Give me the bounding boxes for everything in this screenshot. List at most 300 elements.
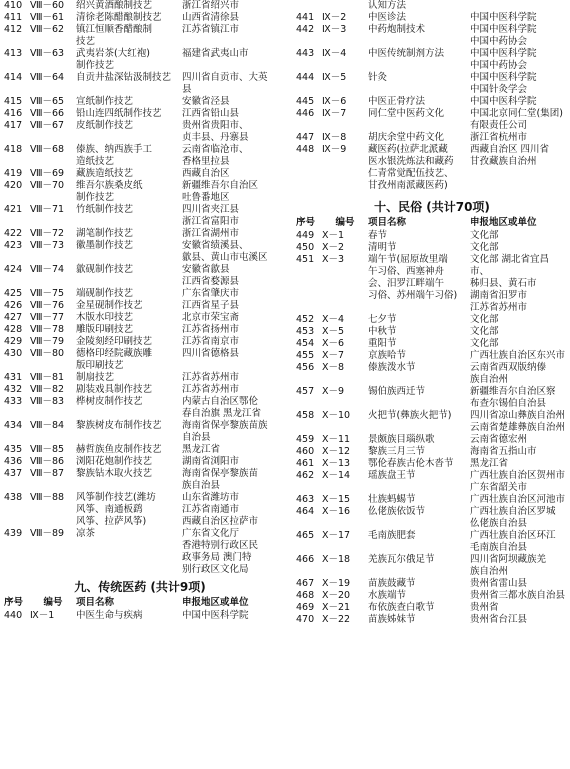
- item-region: 中国中医科学院 中国中药协会: [470, 24, 537, 47]
- item-name: 春节: [368, 230, 388, 241]
- table-row: [4, 12, 276, 24]
- right-column: [296, 0, 568, 626]
- item-name: 中医正骨疗法: [368, 96, 426, 107]
- row-number: 439: [4, 528, 23, 539]
- item-region: 广西壮族自治区贺州市 广东省韶关市: [470, 470, 566, 493]
- item-region: 中国中医科学院 中国针灸学会: [470, 72, 537, 95]
- item-name: 锡伯族西迁节: [368, 386, 426, 397]
- table-row: [4, 144, 276, 168]
- item-region: 山东省潍坊市 江苏省南通市 西藏自治区拉萨市: [182, 492, 259, 527]
- row-number: 441: [296, 12, 315, 23]
- item-name: 徽墨制作技艺: [76, 240, 134, 251]
- item-name: 凉茶: [76, 528, 96, 539]
- row-number: 430: [4, 348, 23, 359]
- item-name: 铅山连四纸制作技艺: [76, 108, 162, 119]
- left-entry-list: [4, 0, 276, 576]
- item-code: Ⅷ－66: [30, 108, 65, 119]
- item-region: 江苏省苏州市: [182, 384, 240, 395]
- item-code: Ⅸ－3: [322, 24, 347, 35]
- section-9-header-row: [4, 597, 276, 609]
- table-row: [296, 96, 568, 108]
- item-code: Ⅷ－71: [30, 204, 65, 215]
- item-region: 浙江省杭州市: [470, 132, 528, 143]
- item-code: Ⅹ－7: [322, 350, 345, 361]
- item-name: 风筝制作技艺(潍坊 风筝、南通板鹞 风筝、拉萨风筝): [76, 492, 156, 527]
- item-name: 维吾尔族桑皮纸 制作技艺: [76, 180, 143, 203]
- item-code: Ⅷ－83: [30, 396, 65, 407]
- item-region: 西藏自治区 四川省 甘孜藏族自治州: [470, 144, 550, 167]
- item-name: 清徐老陈醋酿制技艺: [76, 12, 162, 23]
- row-number: 437: [4, 468, 23, 479]
- item-code: Ⅷ－70: [30, 180, 65, 191]
- item-region: 北京市荣宝斋: [182, 312, 240, 323]
- item-code: Ⅷ－88: [30, 492, 65, 503]
- table-row: [296, 338, 568, 350]
- item-name: 赫哲族鱼皮制作技艺: [76, 444, 162, 455]
- table-row: [4, 48, 276, 72]
- item-name: 雕版印刷技艺: [76, 324, 134, 335]
- item-region: 福建省武夷山市: [182, 48, 249, 59]
- item-region: 新疆维吾尔自治区察 布查尔锡伯自治县: [470, 386, 556, 409]
- item-name: 认知方法: [368, 0, 407, 11]
- table-row: [4, 204, 276, 228]
- row-number: 419: [4, 168, 23, 179]
- item-code: Ⅷ－76: [30, 300, 65, 311]
- item-code: Ⅷ－85: [30, 444, 65, 455]
- item-region: 四川省自贡市、大英县: [182, 72, 268, 95]
- row-number: 465: [296, 530, 315, 541]
- item-name: 清明节: [368, 242, 397, 253]
- item-region: 广西壮族自治区东兴市: [470, 350, 566, 361]
- table-row: [296, 326, 568, 338]
- item-name: 鄂伦春族古伦木沓节: [368, 458, 454, 469]
- item-name: 黎族树皮布制作技艺: [76, 420, 162, 431]
- item-name: 宣纸制作技艺: [76, 96, 134, 107]
- item-name: 苗族鼓藏节: [368, 578, 416, 589]
- table-row: [296, 144, 568, 192]
- item-code: Ⅷ－73: [30, 240, 65, 251]
- item-code: Ⅹ－2: [322, 242, 345, 253]
- row-number: 429: [4, 336, 23, 347]
- item-code: Ⅹ－14: [322, 470, 351, 481]
- table-row: [296, 446, 568, 458]
- row-number: 434: [4, 420, 23, 431]
- row-number: 412: [4, 24, 23, 35]
- item-name: 镇江恒顺香醋酿制 技艺: [76, 24, 153, 47]
- item-region: 西藏自治区: [182, 168, 230, 179]
- item-code: Ⅹ－3: [322, 254, 345, 265]
- item-region: 黑龙江省: [470, 458, 509, 469]
- row-number: 458: [296, 410, 315, 421]
- item-code: Ⅷ－87: [30, 468, 65, 479]
- row-number: 421: [4, 204, 23, 215]
- item-code: Ⅹ－1: [322, 230, 345, 241]
- row-number: 448: [296, 144, 315, 155]
- item-region: 内蒙古自治区鄂伦 春自治旗 黑龙江省: [182, 396, 262, 419]
- table-row: [4, 264, 276, 288]
- section-10-header-row: [296, 217, 568, 229]
- item-region: 湖南省浏阳市: [182, 456, 240, 467]
- table-row: [296, 350, 568, 362]
- table-row: [4, 468, 276, 492]
- table-row: [4, 456, 276, 468]
- item-name: 火把节(彝族火把节): [368, 410, 452, 421]
- item-name: 绍兴黄酒酿制技艺: [76, 0, 153, 11]
- row-number: 410: [4, 0, 23, 11]
- item-code: Ⅸ－8: [322, 132, 347, 143]
- row-number: 415: [4, 96, 23, 107]
- table-row: [296, 254, 568, 314]
- row-number: 431: [4, 372, 23, 383]
- item-code: Ⅸ－1: [30, 610, 55, 621]
- row-number: 462: [296, 470, 315, 481]
- table-row: [296, 0, 568, 12]
- item-region: 文化部: [470, 326, 499, 337]
- row-number: 440: [4, 610, 23, 621]
- row-number: 417: [4, 120, 23, 131]
- item-code: Ⅹ－18: [322, 554, 351, 565]
- item-name: 藏族造纸技艺: [76, 168, 134, 179]
- item-region: 四川省德格县: [182, 348, 240, 359]
- item-name: 黎族三月三节: [368, 446, 426, 457]
- row-number: 422: [4, 228, 23, 239]
- row-number: 411: [4, 12, 23, 23]
- item-region: 中国中医科学院: [470, 96, 537, 107]
- table-row: [296, 132, 568, 144]
- table-row: [4, 240, 276, 264]
- item-region: 中国中医科学院 中国中药协会: [470, 48, 537, 71]
- table-row: [296, 242, 568, 254]
- row-number: 414: [4, 72, 23, 83]
- item-region: 四川省夹江县 浙江省富阳市: [182, 204, 240, 227]
- table-row: [4, 180, 276, 204]
- item-name: 浏阳花炮制作技艺: [76, 456, 153, 467]
- item-code: Ⅸ－2: [322, 12, 347, 23]
- table-row: [296, 470, 568, 494]
- item-code: Ⅸ－7: [322, 108, 347, 119]
- item-region: 江苏省扬州市: [182, 324, 240, 335]
- header-name: 项目名称: [368, 217, 407, 228]
- table-row: [4, 336, 276, 348]
- table-row: [4, 348, 276, 372]
- item-code: Ⅷ－65: [30, 96, 65, 107]
- item-name: 水族端节: [368, 590, 407, 601]
- item-name: 自贡井盐深钻汲制技艺: [76, 72, 172, 83]
- table-row: [296, 410, 568, 434]
- item-region: 云南省临沧市、 香格里拉县: [182, 144, 249, 167]
- row-number: 461: [296, 458, 315, 469]
- item-name: 端午节(屈原故里端 午习俗、西塞神舟 会、汨罗江畔端午 习俗、苏州端午习俗): [368, 254, 458, 301]
- section-10-title: 十、民俗 (共计70项): [374, 200, 490, 214]
- table-row: [296, 72, 568, 96]
- header-no: 序号: [4, 597, 24, 608]
- item-code: Ⅷ－84: [30, 420, 65, 431]
- table-row: [296, 24, 568, 48]
- item-region: 贵州省台江县: [470, 614, 528, 625]
- item-name: 傣族、纳西族手工 造纸技艺: [76, 144, 153, 167]
- row-number: 466: [296, 554, 315, 565]
- table-row: [296, 602, 568, 614]
- item-name: 武夷岩茶(大红袍) 制作技艺: [76, 48, 150, 71]
- item-code: Ⅷ－60: [30, 0, 65, 11]
- item-code: Ⅸ－5: [322, 72, 347, 83]
- header-name: 项目名称: [76, 597, 115, 608]
- item-region: 浙江省湖州市: [182, 228, 240, 239]
- row-number: 450: [296, 242, 315, 253]
- row-number: 468: [296, 590, 315, 601]
- header-no: 序号: [296, 217, 316, 228]
- item-region: 广东省文化厅 香港特别行政区民 政事务局 澳门特 别行政区文化局: [182, 528, 259, 575]
- item-code: Ⅷ－68: [30, 144, 65, 155]
- item-code: Ⅷ－63: [30, 48, 65, 59]
- row-number: 452: [296, 314, 315, 325]
- item-region: 贵州省贵阳市、 贞丰县、丹寨县: [182, 120, 249, 143]
- item-code: Ⅹ－21: [322, 602, 351, 613]
- table-row: [4, 384, 276, 396]
- right-entry-list: [296, 0, 568, 192]
- header-region: 申报地区或单位: [470, 217, 537, 228]
- item-code: Ⅷ－79: [30, 336, 65, 347]
- item-name: 德格印经院藏族雕 版印刷技艺: [76, 348, 153, 371]
- table-row: [296, 458, 568, 470]
- item-region: 贵州省雷山县: [470, 578, 528, 589]
- item-code: Ⅷ－81: [30, 372, 65, 383]
- item-region: 江苏省苏州市: [182, 372, 240, 383]
- item-region: 安徽省歙县 江西省婺源县: [182, 264, 240, 287]
- item-region: 江苏省镇江市: [182, 24, 240, 35]
- item-code: Ⅹ－12: [322, 446, 351, 457]
- item-name: 竹纸制作技艺: [76, 204, 134, 215]
- item-name: 七夕节: [368, 314, 397, 325]
- item-region: 文化部 湖北省宜昌市、 秭归县、黄石市 湖南省汨罗市 江苏省苏州市: [470, 254, 550, 313]
- row-number: 447: [296, 132, 315, 143]
- item-name: 中医传统制剂方法: [368, 48, 445, 59]
- row-number: 435: [4, 444, 23, 455]
- item-region: 四川省阿坝藏族羌 族自治州: [470, 554, 547, 577]
- row-number: 455: [296, 350, 315, 361]
- item-name: 制扇技艺: [76, 372, 115, 383]
- table-row: [4, 372, 276, 384]
- item-code: Ⅷ－74: [30, 264, 65, 275]
- row-number: 413: [4, 48, 23, 59]
- table-row: [4, 610, 276, 622]
- item-region: 浙江省绍兴市: [182, 0, 240, 11]
- item-name: 中医诊法: [368, 12, 407, 23]
- item-region: 中国北京同仁堂(集团) 有限责任公司: [470, 108, 563, 131]
- section-10-entry-list: [296, 230, 568, 626]
- item-name: 同仁堂中医药文化: [368, 108, 445, 119]
- item-region: 广西壮族自治区环江 毛南族自治县: [470, 530, 556, 553]
- table-row: [296, 554, 568, 578]
- item-code: Ⅷ－80: [30, 348, 65, 359]
- item-code: Ⅹ－19: [322, 578, 351, 589]
- table-row: [4, 228, 276, 240]
- row-number: 433: [4, 396, 23, 407]
- table-row: [296, 12, 568, 24]
- table-row: [4, 444, 276, 456]
- item-name: 仫佬族依饭节: [368, 506, 426, 517]
- row-number: 425: [4, 288, 23, 299]
- section-9-title: 九、传统医药 (共计9项): [74, 580, 206, 594]
- item-region: 文化部: [470, 230, 499, 241]
- item-name: 中医生命与疾病: [76, 610, 143, 621]
- table-row: [296, 108, 568, 132]
- item-region: 海南省保亭黎族苗 族自治县: [182, 468, 259, 491]
- item-name: 胡庆余堂中药文化: [368, 132, 445, 143]
- item-region: 云南省德宏州: [470, 434, 528, 445]
- item-region: 安徽省泾县: [182, 96, 230, 107]
- section-9-entry-list: [4, 610, 276, 622]
- item-code: Ⅸ－6: [322, 96, 347, 107]
- table-row: [4, 168, 276, 180]
- item-name: 中药炮制技术: [368, 24, 426, 35]
- row-number: 428: [4, 324, 23, 335]
- header-code: 编号: [335, 217, 355, 228]
- item-region: 江苏省南京市: [182, 336, 240, 347]
- item-name: 桦树皮制作技艺: [76, 396, 143, 407]
- table-row: [296, 530, 568, 554]
- row-number: 420: [4, 180, 23, 191]
- table-row: [296, 314, 568, 326]
- item-code: Ⅸ－9: [322, 144, 347, 155]
- row-number: 463: [296, 494, 315, 505]
- row-number: 416: [4, 108, 23, 119]
- item-code: Ⅹ－5: [322, 326, 345, 337]
- row-number: 464: [296, 506, 315, 517]
- item-name: 剧装戏具制作技艺: [76, 384, 153, 395]
- item-code: Ⅹ－22: [322, 614, 351, 625]
- item-code: Ⅹ－17: [322, 530, 351, 541]
- row-number: 456: [296, 362, 315, 373]
- left-column: [4, 0, 276, 622]
- table-row: [4, 120, 276, 144]
- row-number: 451: [296, 254, 315, 265]
- item-region: 四川省凉山彝族自治州 云南省楚雄彝族自治州: [470, 410, 566, 433]
- row-number: 436: [4, 456, 23, 467]
- row-number: 427: [4, 312, 23, 323]
- item-name: 端砚制作技艺: [76, 288, 134, 299]
- item-code: Ⅷ－67: [30, 120, 65, 131]
- table-row: [4, 24, 276, 48]
- item-region: 安徽省绩溪县、 歙县、黄山市屯溪区: [182, 240, 268, 263]
- row-number: 457: [296, 386, 315, 397]
- table-row: [4, 108, 276, 120]
- item-code: Ⅷ－64: [30, 72, 65, 83]
- item-code: Ⅷ－77: [30, 312, 65, 323]
- row-number: 470: [296, 614, 315, 625]
- item-code: Ⅷ－61: [30, 12, 65, 23]
- item-name: 针灸: [368, 72, 388, 83]
- item-name: 皮纸制作技艺: [76, 120, 134, 131]
- row-number: 446: [296, 108, 315, 119]
- item-code: Ⅷ－72: [30, 228, 65, 239]
- table-row: [4, 72, 276, 96]
- item-name: 金陵刻经印刷技艺: [76, 336, 153, 347]
- item-name: 景颇族目瑙纵歌: [368, 434, 435, 445]
- item-region: 海南省保亭黎族苗族 自治县: [182, 420, 268, 443]
- item-name: 中秋节: [368, 326, 397, 337]
- table-row: [296, 386, 568, 410]
- table-row: [296, 494, 568, 506]
- table-row: [296, 614, 568, 626]
- item-code: Ⅹ－15: [322, 494, 351, 505]
- table-row: [296, 362, 568, 386]
- row-number: 438: [4, 492, 23, 503]
- item-code: Ⅷ－82: [30, 384, 65, 395]
- item-code: Ⅷ－62: [30, 24, 65, 35]
- row-number: 426: [4, 300, 23, 311]
- row-number: 453: [296, 326, 315, 337]
- item-code: Ⅹ－16: [322, 506, 351, 517]
- item-code: Ⅸ－4: [322, 48, 347, 59]
- item-name: 壮族蚂蜴节: [368, 494, 416, 505]
- item-code: Ⅷ－78: [30, 324, 65, 335]
- item-code: Ⅹ－11: [322, 434, 351, 445]
- row-number: 469: [296, 602, 315, 613]
- item-code: Ⅹ－10: [322, 410, 351, 421]
- item-region: 贵州省三都水族自治县: [470, 590, 566, 601]
- item-name: 黎族钻木取火技艺: [76, 468, 153, 479]
- table-row: [4, 420, 276, 444]
- item-region: 中国中医科学院: [182, 610, 249, 621]
- table-row: [4, 0, 276, 12]
- item-code: Ⅹ－6: [322, 338, 345, 349]
- item-code: Ⅹ－13: [322, 458, 351, 469]
- row-number: 459: [296, 434, 315, 445]
- table-row: [296, 506, 568, 530]
- row-number: 442: [296, 24, 315, 35]
- item-name: 金星砚制作技艺: [76, 300, 143, 311]
- item-code: Ⅷ－89: [30, 528, 65, 539]
- row-number: 454: [296, 338, 315, 349]
- item-region: 文化部: [470, 314, 499, 325]
- table-row: [4, 96, 276, 108]
- table-row: [4, 288, 276, 300]
- row-number: 443: [296, 48, 315, 59]
- item-code: Ⅹ－4: [322, 314, 345, 325]
- row-number: 423: [4, 240, 23, 251]
- item-code: Ⅹ－8: [322, 362, 345, 373]
- row-number: 432: [4, 384, 23, 395]
- row-number: 449: [296, 230, 315, 241]
- table-row: [4, 300, 276, 312]
- table-row: [296, 230, 568, 242]
- table-row: [296, 578, 568, 590]
- table-row: [4, 396, 276, 420]
- item-region: 海南省五指山市: [470, 446, 537, 457]
- item-name: 毛南族肥套: [368, 530, 416, 541]
- row-number: 460: [296, 446, 315, 457]
- item-region: 贵州省: [470, 602, 499, 613]
- item-region: 江西省铅山县: [182, 108, 240, 119]
- item-code: Ⅷ－75: [30, 288, 65, 299]
- table-row: [4, 492, 276, 528]
- item-region: 山西省清徐县: [182, 12, 240, 23]
- row-number: 424: [4, 264, 23, 275]
- item-region: 中国中医科学院: [470, 12, 537, 23]
- header-code: 编号: [43, 597, 63, 608]
- item-name: 苗族姊妹节: [368, 614, 416, 625]
- item-name: 傣族泼水节: [368, 362, 416, 373]
- item-region: 广西壮族自治区河池市: [470, 494, 566, 505]
- item-region: 广东省肇庆市: [182, 288, 240, 299]
- row-number: 418: [4, 144, 23, 155]
- row-number: 445: [296, 96, 315, 107]
- table-row: [296, 590, 568, 602]
- item-code: Ⅹ－20: [322, 590, 351, 601]
- row-number: 467: [296, 578, 315, 589]
- table-row: [296, 48, 568, 72]
